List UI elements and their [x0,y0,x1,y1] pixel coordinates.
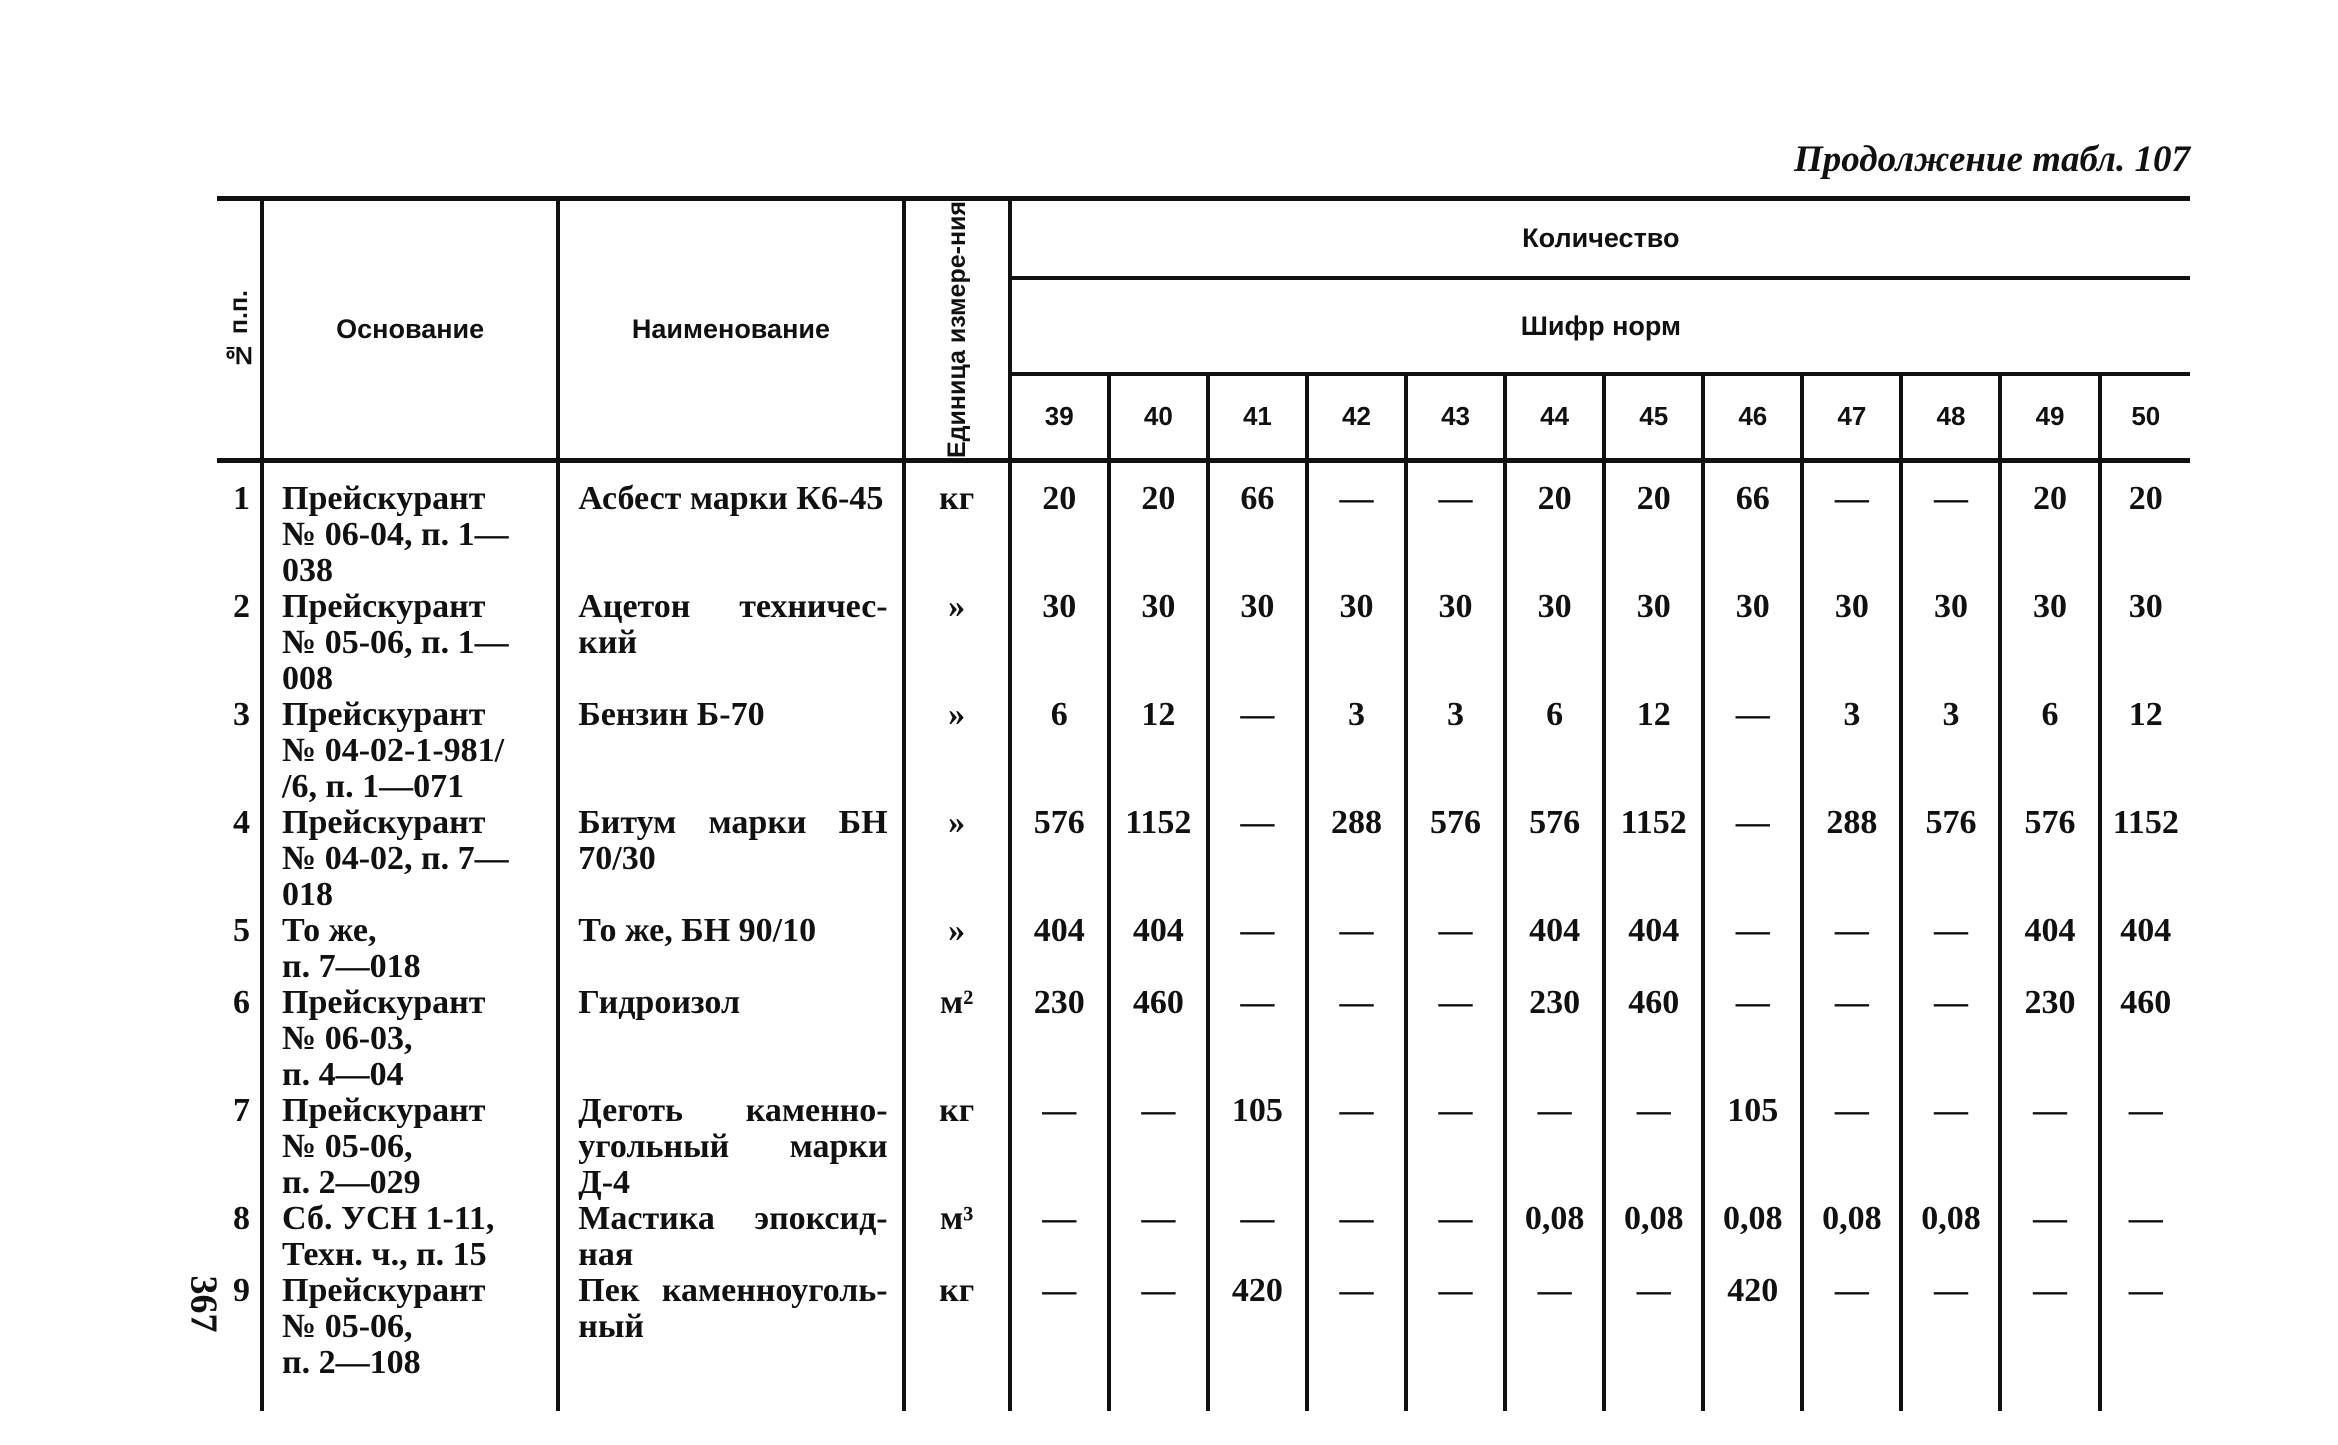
value-cell-41: — [1208,1201,1307,1273]
value-cell-40: 1152 [1109,805,1208,913]
spacer-cell [1307,1381,1406,1411]
value-cell-43: — [1406,1201,1505,1273]
name-cell: Бензин Б-70 [558,697,903,805]
value-cell-42: — [1307,913,1406,985]
table-row [217,1093,2190,1201]
value-cell-43: 30 [1406,589,1505,697]
header-code-48: 48 [1901,374,2000,461]
value-cell-50: 20 [2100,461,2190,590]
value-cell-48: 30 [1901,589,2000,697]
unit-cell: кг [904,1093,1010,1201]
name-cell: Деготь каменно-угольный марки Д-4 [558,1093,903,1201]
table-row [217,697,2190,805]
name-cell: Гидроизол [558,985,903,1093]
spacer-cell [262,1381,558,1411]
unit-cell: кг [904,461,1010,590]
value-cell-44: 0,08 [1505,1201,1604,1273]
value-cell-44: 20 [1505,461,1604,590]
value-cell-42: 288 [1307,805,1406,913]
value-cell-47: — [1802,1273,1901,1381]
spacer-cell [217,1381,262,1411]
value-cell-49: 6 [2000,697,2099,805]
spacer-cell [1109,1381,1208,1411]
value-cell-41: 420 [1208,1273,1307,1381]
value-cell-47: 3 [1802,697,1901,805]
value-cell-43: — [1406,985,1505,1093]
value-cell-48: — [1901,913,2000,985]
header-quantity: Количество [1010,199,2190,279]
header-basis: Основание [262,199,558,461]
value-cell-47: — [1802,1093,1901,1201]
header-code-40: 40 [1109,374,1208,461]
header-code-42: 42 [1307,374,1406,461]
header-code-44: 44 [1505,374,1604,461]
value-cell-43: 576 [1406,805,1505,913]
value-cell-46: — [1703,697,1802,805]
header-code-39: 39 [1010,374,1109,461]
unit-cell: кг [904,1273,1010,1381]
value-cell-42: 30 [1307,589,1406,697]
basis-cell: Прейскурант № 04-02, п. 7— 018 [262,805,558,913]
value-cell-45: 12 [1604,697,1703,805]
value-cell-44: 30 [1505,589,1604,697]
value-cell-42: 3 [1307,697,1406,805]
spacer-cell [1802,1381,1901,1411]
spacer-cell [1406,1381,1505,1411]
value-cell-40: 460 [1109,985,1208,1093]
name-cell: То же, БН 90/10 [558,913,903,985]
unit-cell: » [904,589,1010,697]
basis-cell: То же, п. 7—018 [262,913,558,985]
basis-cell: Прейскурант № 05-06, п. 2—108 [262,1273,558,1381]
value-cell-45: — [1604,1273,1703,1381]
value-cell-49: 230 [2000,985,2099,1093]
value-cell-42: — [1307,1201,1406,1273]
value-cell-49: 576 [2000,805,2099,913]
value-cell-40: 30 [1109,589,1208,697]
value-cell-44: 576 [1505,805,1604,913]
value-cell-45: 30 [1604,589,1703,697]
unit-cell: » [904,697,1010,805]
header-code-50: 50 [2100,374,2190,461]
header-norm-code: Шифр норм [1010,278,2190,373]
row-number-cell: 9 [233,1272,251,1310]
value-cell-46: 420 [1703,1273,1802,1381]
value-cell-41: — [1208,985,1307,1093]
value-cell-43: 3 [1406,697,1505,805]
value-cell-44: — [1505,1273,1604,1381]
basis-cell: Прейскурант № 05-06, п. 2—029 [262,1093,558,1201]
name-cell: Мастика эпоксид-ная [558,1201,903,1273]
value-cell-48: 0,08 [1901,1201,2000,1273]
basis-cell: Сб. УСН 1-11, Техн. ч., п. 15 [262,1201,558,1273]
value-cell-46: — [1703,913,1802,985]
table-row [217,461,2190,590]
value-cell-50: — [2100,1201,2190,1273]
row-number-cell: 1 [233,480,251,518]
header-code-47: 47 [1802,374,1901,461]
basis-cell: Прейскурант № 06-03, п. 4—04 [262,985,558,1093]
value-cell-44: 6 [1505,697,1604,805]
row-number-cell: 3 [233,696,251,734]
basis-cell: Прейскурант № 05-06, п. 1— 008 [262,589,558,697]
basis-cell: Прейскурант № 04-02-1-981/ /6, п. 1—071 [262,697,558,805]
header-code-46: 46 [1703,374,1802,461]
value-cell-42: — [1307,1093,1406,1201]
value-cell-49: — [2000,1273,2099,1381]
value-cell-42: — [1307,985,1406,1093]
value-cell-49: — [2000,1201,2099,1273]
value-cell-39: — [1010,1273,1109,1381]
row-number-cell: 7 [233,1092,251,1130]
row-number-cell: 4 [233,804,251,842]
spacer-cell [2000,1381,2099,1411]
value-cell-48: — [1901,1093,2000,1201]
spacer-cell [1703,1381,1802,1411]
table-row [217,805,2190,913]
basis-cell: Прейскурант № 06-04, п. 1— 038 [262,461,558,590]
value-cell-50: 460 [2100,985,2190,1093]
materials-table [217,196,2190,1411]
name-cell: Пек каменноуголь-ный [558,1273,903,1381]
row-number-cell: 6 [233,984,251,1022]
value-cell-48: — [1901,985,2000,1093]
value-cell-39: 230 [1010,985,1109,1093]
spacer-cell [1010,1381,1109,1411]
value-cell-39: 6 [1010,697,1109,805]
value-cell-46: 66 [1703,461,1802,590]
row-number-cell: 8 [233,1200,251,1238]
value-cell-41: 66 [1208,461,1307,590]
spacer-cell [2100,1381,2190,1411]
value-cell-46: — [1703,805,1802,913]
header-code-45: 45 [1604,374,1703,461]
spacer-cell [558,1381,903,1411]
value-cell-48: — [1901,1273,2000,1381]
table-body [217,461,2190,1412]
value-cell-40: — [1109,1273,1208,1381]
value-cell-40: — [1109,1093,1208,1201]
header-unit: Единица измере-ния [904,199,1010,461]
value-cell-41: 30 [1208,589,1307,697]
value-cell-41: — [1208,697,1307,805]
table-row [217,1201,2190,1273]
spacer-cell [1901,1381,2000,1411]
value-cell-47: — [1802,913,1901,985]
value-cell-46: 105 [1703,1093,1802,1201]
value-cell-40: 20 [1109,461,1208,590]
name-cell: Ацетон техничес-кий [558,589,903,697]
value-cell-45: 20 [1604,461,1703,590]
table-row [217,589,2190,697]
value-cell-46: 30 [1703,589,1802,697]
table-bottom-spacer [217,1381,2190,1411]
value-cell-47: 288 [1802,805,1901,913]
header-code-49: 49 [2000,374,2099,461]
row-number-cell: 5 [233,912,251,950]
name-cell: Асбест марки К6-45 [558,461,903,590]
value-cell-43: — [1406,1273,1505,1381]
value-cell-39: 20 [1010,461,1109,590]
row-number-cell: 2 [233,588,251,626]
value-cell-50: — [2100,1093,2190,1201]
value-cell-49: 30 [2000,589,2099,697]
value-cell-45: 1152 [1604,805,1703,913]
value-cell-48: — [1901,461,2000,590]
value-cell-47: 0,08 [1802,1201,1901,1273]
value-cell-44: 404 [1505,913,1604,985]
value-cell-43: — [1406,913,1505,985]
unit-cell: м² [904,985,1010,1093]
value-cell-45: 404 [1604,913,1703,985]
header-code-43: 43 [1406,374,1505,461]
value-cell-42: — [1307,1273,1406,1381]
value-cell-48: 576 [1901,805,2000,913]
value-cell-43: — [1406,461,1505,590]
value-cell-42: — [1307,461,1406,590]
value-cell-50: 404 [2100,913,2190,985]
value-cell-50: 12 [2100,697,2190,805]
value-cell-41: 105 [1208,1093,1307,1201]
value-cell-44: — [1505,1093,1604,1201]
value-cell-48: 3 [1901,697,2000,805]
value-cell-46: 0,08 [1703,1201,1802,1273]
value-cell-41: — [1208,805,1307,913]
value-cell-50: 1152 [2100,805,2190,913]
value-cell-43: — [1406,1093,1505,1201]
value-cell-39: 576 [1010,805,1109,913]
value-cell-39: — [1010,1093,1109,1201]
value-cell-49: — [2000,1093,2099,1201]
value-cell-39: 404 [1010,913,1109,985]
value-cell-47: — [1802,985,1901,1093]
value-cell-50: — [2100,1273,2190,1381]
unit-cell: » [904,805,1010,913]
header-name: Наименование [558,199,903,461]
value-cell-46: — [1703,985,1802,1093]
spacer-cell [1604,1381,1703,1411]
table-row [217,913,2190,985]
value-cell-47: 30 [1802,589,1901,697]
value-cell-40: 404 [1109,913,1208,985]
value-cell-39: — [1010,1201,1109,1273]
value-cell-47: — [1802,461,1901,590]
spacer-cell [904,1381,1010,1411]
table-continuation-label: Продолжение табл. 107 [1794,139,2190,180]
value-cell-50: 30 [2100,589,2190,697]
value-cell-41: — [1208,913,1307,985]
name-cell: Битум марки БН 70/30 [558,805,903,913]
value-cell-45: — [1604,1093,1703,1201]
value-cell-40: — [1109,1201,1208,1273]
page-number: 367 [182,1275,225,1333]
value-cell-49: 20 [2000,461,2099,590]
unit-cell: м³ [904,1201,1010,1273]
value-cell-44: 230 [1505,985,1604,1093]
value-cell-45: 460 [1604,985,1703,1093]
value-cell-45: 0,08 [1604,1201,1703,1273]
table-row [217,1273,2190,1381]
header-row-number: № п.п. [217,199,262,461]
spacer-cell [1505,1381,1604,1411]
value-cell-49: 404 [2000,913,2099,985]
value-cell-40: 12 [1109,697,1208,805]
unit-cell: » [904,913,1010,985]
header-code-41: 41 [1208,374,1307,461]
spacer-cell [1208,1381,1307,1411]
value-cell-39: 30 [1010,589,1109,697]
table-row [217,985,2190,1093]
